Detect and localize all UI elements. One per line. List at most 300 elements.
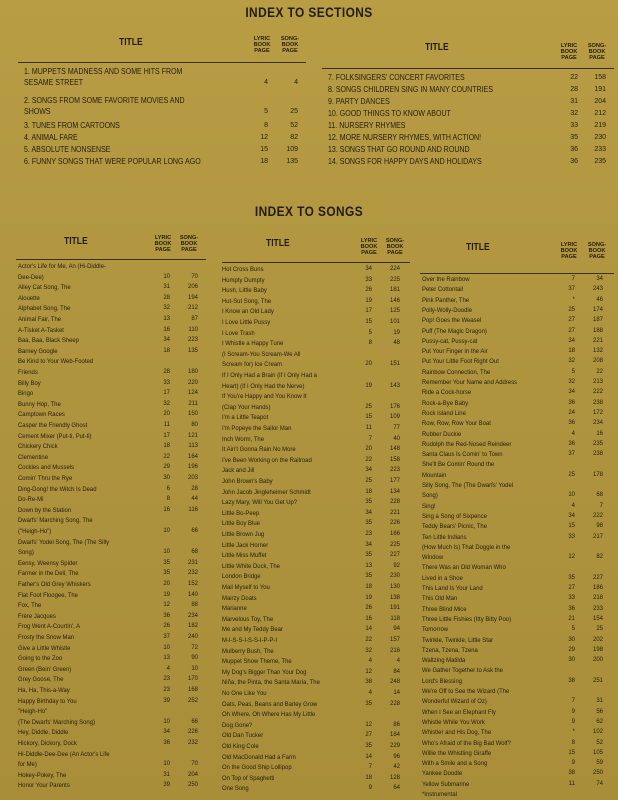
section-entry: 5. ABSOLUTE NONSENSE — [24, 145, 111, 154]
lyric-page: 19 — [163, 591, 170, 598]
song-page: 124 — [187, 390, 198, 397]
song-entry: Puff (The Magic Dragon) — [422, 327, 487, 335]
lyric-page: 32 — [365, 647, 372, 654]
lyric-page: 25 — [568, 306, 575, 313]
song-entry: Remember Your Name and Address — [422, 379, 518, 386]
lyric-page: 24 — [568, 409, 575, 416]
song-page: 238 — [592, 399, 603, 406]
song-entry: "Heigh-Ho" — [18, 708, 48, 716]
lyric-page: 34 — [163, 729, 170, 736]
lyric-page: 11 — [568, 780, 575, 787]
song-entry: Humpty Dumpty — [222, 276, 265, 284]
lyric-page: 4 — [264, 79, 268, 86]
song-page: 59 — [596, 760, 603, 767]
divider — [222, 262, 410, 263]
song-entry: Ride a Cock-horse — [422, 389, 472, 397]
song-page: 82 — [596, 554, 603, 561]
song-page: 243 — [592, 286, 603, 293]
lyric-page: 30 — [568, 657, 575, 664]
song-page: 234 — [187, 612, 198, 619]
lyric-page: * — [572, 729, 575, 736]
lyric-page: 32 — [163, 400, 170, 407]
song-entry: Pussy-cat, Pussy-cat — [422, 337, 478, 345]
song-page: 77 — [393, 425, 400, 431]
lyric-page: 35 — [365, 499, 372, 506]
song-entry: Eensy, Weensy Spider — [18, 559, 78, 567]
lyric-page: 17 — [163, 390, 170, 397]
song-entry: Santa Claus Is Comin' to Town — [422, 451, 503, 459]
song-page: 68 — [596, 492, 603, 499]
song-entry: On Top of Spaghetti — [222, 774, 275, 782]
song-entry: (The Dwarfs' Marching Song) — [18, 718, 95, 726]
song-entry: On the Good Ship Lollipop — [222, 764, 292, 772]
song-entry: Down by the Station — [18, 506, 72, 514]
song-page: 168 — [187, 687, 198, 693]
song-page: 25 — [596, 626, 603, 633]
lyric-page: 39 — [163, 782, 170, 789]
lyric-page: 14 — [365, 753, 372, 760]
song-entry: ("Heigh-Ho") — [18, 528, 52, 535]
song-page: 191 — [389, 605, 400, 612]
song-page: 233 — [592, 605, 603, 612]
song-entry: Old Dan Tucker — [222, 732, 264, 740]
lyric-page: 36 — [568, 605, 575, 612]
song-page: 223 — [187, 337, 198, 344]
lyric-page: 12 — [568, 554, 575, 561]
song-page: 130 — [389, 584, 400, 590]
song-page: 188 — [592, 327, 603, 334]
song-entry: Animal Fair, The — [18, 316, 62, 323]
song-page: 140 — [187, 591, 198, 598]
song-page: 110 — [188, 326, 198, 333]
lyric-page: 25 — [568, 471, 575, 478]
song-page: 231 — [187, 559, 198, 566]
song-entry: Lord's Blessing — [422, 677, 463, 685]
lyric-page: 22 — [163, 453, 170, 460]
song-page: 222 — [592, 389, 603, 396]
sections-right-song-header: SONG- BOOK PAGE — [587, 43, 607, 61]
lyric-page: 33 — [365, 276, 372, 283]
song-page: 4 — [294, 79, 298, 86]
song-page: 157 — [389, 637, 400, 643]
song-entry: Me and My Teddy Bear — [222, 626, 283, 634]
song-entry: Grey Goose, The — [18, 676, 64, 684]
song-page: 70 — [191, 273, 198, 280]
song-entry: Willie the Whistling Giraffe — [422, 749, 492, 757]
song-page: 223 — [389, 467, 400, 474]
lyric-page: 10 — [163, 549, 170, 556]
lyric-page: 27 — [568, 317, 575, 324]
song-entry: Song) — [422, 492, 438, 500]
song-page: 113 — [188, 443, 198, 450]
song-page: 70 — [191, 761, 198, 768]
song-page: 222 — [592, 512, 603, 519]
song-entry: Sing a Song of Sixpence — [422, 512, 487, 520]
lyric-page: 34 — [365, 467, 372, 474]
lyric-page: 23 — [163, 676, 170, 683]
song-entry: Be Kind to Your Web-Footed — [18, 358, 94, 366]
songs-col2-lyric-header: LYRIC BOOK PAGE — [360, 238, 378, 256]
song-page: 225 — [389, 276, 400, 283]
song-entry: Dwarfs' Yodel Song, The (The Silly — [18, 538, 110, 546]
song-entry: It Ain't Gonna Rain No More — [222, 446, 296, 454]
song-entry: Oats, Peas, Beans and Barley Grow — [222, 700, 318, 708]
lyric-page: 32 — [570, 110, 578, 117]
lyric-page: 30 — [568, 636, 575, 643]
song-page: 82 — [290, 134, 298, 141]
lyric-page: 11 — [365, 425, 372, 431]
lyric-page: 9 — [571, 760, 575, 767]
song-entry: Muppet Show Theme, The — [222, 658, 292, 666]
lyric-page: 17 — [365, 308, 372, 315]
song-page: 84 — [393, 668, 400, 675]
song-entry: Do-Re-Mi — [18, 496, 44, 504]
song-entry: Ten Little Indians — [422, 533, 467, 541]
lyric-page: 10 — [163, 273, 170, 280]
song-page: 216 — [389, 647, 400, 654]
song-page: 10 — [191, 665, 198, 672]
song-entry: Going to the Zoo — [18, 655, 63, 663]
songs-col3-title-header: TITLE — [466, 242, 490, 253]
lyric-page: 37 — [568, 286, 575, 293]
lyric-page: 18 — [568, 348, 575, 355]
lyric-page: 26 — [163, 623, 170, 630]
sections-right-title-header: TITLE — [425, 42, 449, 53]
song-page: 232 — [187, 740, 198, 746]
lyric-page: 12 — [365, 668, 372, 675]
lyric-page: 5 — [571, 368, 575, 375]
song-page: 94 — [393, 626, 400, 633]
song-entry: I'm a Little Teapot — [222, 414, 269, 422]
lyric-page: * — [572, 296, 575, 303]
lyric-page: 14 — [365, 626, 372, 633]
song-page: 212 — [187, 305, 198, 312]
song-entry: If I Only Had a Brain (If I Only Had a — [222, 372, 317, 379]
song-entry: One Song — [222, 785, 249, 793]
song-page: 196 — [187, 464, 198, 471]
lyric-page: 15 — [568, 749, 575, 756]
lyric-page: 37 — [163, 634, 170, 640]
song-entry: This Land Is Your Land — [422, 585, 483, 592]
song-page: 227 — [592, 574, 603, 581]
lyric-page: 29 — [568, 646, 575, 653]
lyric-page: 6 — [166, 485, 170, 492]
song-page: 7 — [599, 502, 603, 509]
song-entry: There Was an Old Woman Who — [422, 564, 506, 572]
song-page: 250 — [592, 770, 603, 777]
song-entry: She'll Be Comin' Round the — [422, 461, 495, 469]
song-entry: Put Your Finger in the Air — [422, 348, 488, 356]
lyric-page: 33 — [568, 533, 575, 540]
song-page: 66 — [191, 528, 198, 534]
song-entry: Row, Row, Row Your Boat — [422, 420, 491, 428]
song-entry: Yankee Doodle — [422, 770, 463, 778]
section-entry: 6. FUNNY SONGS THAT WERE POPULAR LONG AGO — [24, 157, 201, 166]
lyric-page: 36 — [568, 420, 575, 427]
lyric-page: 39 — [163, 697, 170, 704]
section-entry: SESAME STREET — [24, 78, 84, 87]
song-entry: Little Boy Blue — [222, 520, 260, 528]
lyric-page: 13 — [163, 655, 170, 662]
song-entry: Hush, Little Baby — [222, 287, 267, 295]
song-entry: Actor's Life for Me, An (Hi-Diddle- — [18, 263, 106, 270]
lyric-page: 8 — [166, 496, 170, 503]
song-entry: Put Your Little Foot Right Out — [422, 358, 499, 366]
song-page: 46 — [596, 296, 603, 303]
song-entry: Window — [422, 554, 444, 562]
lyric-page: 36 — [163, 612, 170, 619]
lyric-page: 35 — [365, 743, 372, 749]
lyric-page: 28 — [163, 294, 170, 301]
sections-left-song-header: SONG- BOOK PAGE — [280, 36, 300, 54]
lyric-page: 36 — [570, 158, 578, 165]
song-entry: Who's Afraid of the Big Bad Wolf? — [422, 739, 511, 747]
lyric-page: 13 — [163, 316, 170, 322]
song-page: 121 — [187, 432, 198, 439]
section-entry: 3. TUNES FROM CARTOONS — [24, 121, 120, 130]
song-page: 217 — [592, 533, 603, 540]
song-entry: Hey, Diddle, Diddle — [18, 729, 69, 737]
song-entry: Little Miss Muffet — [222, 552, 267, 560]
lyric-page: 5 — [368, 329, 372, 336]
song-page: 208 — [592, 358, 603, 365]
song-entry: (Clap Your Hands) — [222, 403, 271, 411]
lyric-page: 18 — [163, 443, 170, 450]
song-entry: Mulberry Bush, The — [222, 647, 274, 655]
song-entry: Frosty the Snow Man — [18, 634, 75, 641]
song-page: 206 — [187, 284, 198, 291]
lyric-page: 18 — [365, 584, 372, 590]
song-entry: Ding-Dong! the Witch Is Dead — [18, 485, 97, 493]
lyric-page: 10 — [163, 644, 170, 651]
song-entry: M-I-S-S-I-S-S-I-P-P-I — [222, 637, 278, 644]
song-entry: Rudolph the Red-Nosed Reindeer — [422, 440, 512, 448]
song-page: 31 — [596, 698, 603, 705]
song-page: 187 — [592, 317, 603, 324]
song-entry: Lazy Mary, Will You Get Up? — [222, 499, 298, 507]
song-page: 134 — [389, 488, 400, 495]
song-page: 191 — [594, 86, 606, 93]
song-entry: No One Like You — [222, 690, 267, 697]
song-page: 109 — [286, 146, 298, 153]
lyric-page: 15 — [365, 319, 372, 325]
song-entry: I Love Little Pussy — [222, 319, 271, 326]
song-entry: I Know an Old Lady — [222, 308, 274, 316]
song-page: 235 — [594, 158, 606, 165]
song-page: 252 — [187, 697, 198, 704]
song-entry: Camptown Races — [18, 411, 65, 419]
song-entry: Three Blind Mice — [422, 605, 467, 613]
song-page: 221 — [389, 509, 400, 516]
lyric-page: 36 — [163, 740, 170, 746]
song-page: 154 — [592, 615, 603, 622]
song-entry: John Jacob Jingleheimer Schmidt — [222, 488, 311, 496]
song-page: 172 — [592, 409, 603, 416]
song-page: 132 — [592, 348, 603, 355]
lyric-page: 20 — [365, 361, 372, 368]
song-entry: Cockles and Mussels — [18, 464, 75, 472]
song-entry: Old MacDonald Had a Farm — [222, 753, 296, 761]
lyric-page: 18 — [163, 347, 170, 354]
lyric-page: 35 — [570, 134, 578, 141]
song-page: 251 — [592, 677, 603, 684]
lyric-page: 15 — [365, 414, 372, 421]
song-entry: Chickery Chick — [18, 443, 58, 451]
lyric-page: 11 — [163, 422, 170, 428]
sections-heading: INDEX TO SECTIONS — [245, 4, 373, 20]
song-entry: Peter Cottontail — [422, 286, 463, 294]
song-entry: We're Off to See the Wizard (The — [422, 688, 510, 695]
lyric-page: 7 — [571, 698, 575, 705]
lyric-page: 36 — [568, 399, 575, 406]
lyric-page: 38 — [568, 770, 575, 777]
lyric-page: 4 — [368, 690, 372, 696]
lyric-page: 18 — [365, 774, 372, 781]
song-page: 40 — [393, 435, 400, 442]
song-entry: Comin' Thru the Rye — [18, 475, 73, 482]
song-entry: If You're Happy and You Know It — [222, 393, 307, 401]
lyric-page: 35 — [163, 570, 170, 577]
song-entry: Rubber Duckie — [422, 430, 462, 438]
lyric-page: 32 — [568, 358, 575, 365]
song-page: 248 — [389, 679, 400, 686]
song-page: 182 — [187, 623, 198, 630]
song-entry: Dog Gone? — [222, 721, 253, 729]
lyric-page: 9 — [571, 718, 575, 725]
lyric-page: 21 — [568, 615, 575, 622]
song-entry: for Me) — [18, 761, 37, 769]
song-entry: I Whistle a Happy Tune — [222, 340, 284, 348]
divider — [420, 273, 614, 274]
song-page: 164 — [187, 453, 198, 460]
song-page: 218 — [592, 595, 603, 602]
section-entry: 2. SONGS FROM SOME FAVORITE MOVIES AND — [24, 96, 185, 105]
song-page: 143 — [389, 382, 400, 389]
song-page: 212 — [594, 110, 606, 117]
lyric-page: 27 — [568, 585, 575, 591]
lyric-page: 22 — [365, 637, 372, 643]
song-entry: Father's Old Grey Whiskers — [18, 581, 91, 588]
section-entry: 8. SONGS CHILDREN SING IN MANY COUNTRIES — [328, 85, 493, 94]
lyric-page: 35 — [568, 574, 575, 581]
song-entry: Bunny Hop, The — [18, 400, 61, 408]
lyric-page: 27 — [568, 327, 575, 334]
lyric-page: 12 — [163, 602, 170, 609]
song-entry: Pink Panther, The — [422, 296, 470, 304]
song-page: 109 — [389, 414, 400, 421]
song-page: 68 — [191, 549, 198, 556]
song-entry: Lived in a Shoe — [422, 574, 463, 582]
lyric-page: 20 — [163, 581, 170, 587]
song-page: 88 — [191, 602, 198, 609]
song-entry: Rainbow Connection, The — [422, 368, 491, 376]
song-entry: *Instrumental — [422, 791, 457, 798]
song-entry: Mountain — [422, 471, 447, 479]
song-page: 194 — [187, 294, 198, 301]
song-page: 52 — [596, 739, 603, 746]
lyric-page: 15 — [260, 146, 268, 153]
song-entry: A-Tisket A-Tasket — [18, 326, 64, 334]
lyric-page: 15 — [568, 523, 575, 530]
song-entry: This Old Man — [422, 595, 458, 603]
song-page: 233 — [594, 146, 606, 153]
song-entry: I Love Trash — [222, 329, 255, 337]
song-entry: Tomorrow — [422, 626, 449, 634]
song-entry: Ha, Ha, This-a-Way — [18, 687, 70, 694]
song-entry: Cement Mixer (Put-ti, Put-ti) — [18, 432, 92, 440]
song-page: 92 — [393, 562, 400, 569]
song-entry: With a Smile and a Song — [422, 760, 488, 768]
song-entry: (How Much Is) That Doggie in the — [422, 543, 511, 551]
lyric-page: 31 — [163, 771, 170, 778]
song-page: 62 — [596, 718, 603, 725]
lyric-page: 34 — [568, 337, 575, 344]
lyric-page: 20 — [163, 411, 170, 418]
song-entry: Marvelous Toy, The — [222, 615, 274, 623]
lyric-page: 32 — [568, 379, 575, 385]
song-page: 105 — [592, 749, 603, 756]
sections-left-lyric-header: LYRIC BOOK PAGE — [253, 36, 271, 54]
lyric-page: 13 — [365, 562, 372, 569]
lyric-page: 37 — [568, 451, 575, 458]
lyric-page: 31 — [163, 284, 170, 291]
song-page: 202 — [592, 636, 603, 643]
song-entry: Friends — [18, 369, 38, 376]
lyric-page: 7 — [571, 276, 575, 282]
song-page: 16 — [596, 430, 603, 437]
song-entry: Alley Cat Song, The — [18, 284, 71, 292]
lyric-page: 34 — [163, 337, 170, 344]
divider — [322, 68, 614, 69]
song-page: 116 — [188, 506, 198, 513]
song-entry: Dwarfs' Marching Song, The — [18, 517, 93, 525]
lyric-page: 16 — [365, 615, 372, 622]
song-entry: Rock Island Line — [422, 409, 466, 417]
song-page: 87 — [191, 316, 198, 322]
song-page: 240 — [187, 634, 198, 640]
song-page: 174 — [592, 306, 603, 313]
lyric-page: 10 — [163, 528, 170, 534]
lyric-page: 19 — [365, 382, 372, 389]
song-entry: Frog Went A-Courtin', A — [18, 623, 81, 631]
lyric-page: 29 — [163, 464, 170, 471]
lyric-page: 18 — [365, 488, 372, 495]
song-page: 228 — [389, 499, 400, 506]
song-entry: Baa, Baa, Black Sheep — [18, 337, 80, 345]
lyric-page: 25 — [365, 403, 372, 410]
song-page: 178 — [592, 471, 603, 478]
song-entry: Scream for) Ice Cream — [222, 361, 283, 369]
song-page: 229 — [389, 743, 400, 749]
song-entry: Sing! — [422, 502, 436, 510]
song-page: 228 — [389, 700, 400, 707]
lyric-page: 36 — [570, 146, 578, 153]
song-page: 226 — [389, 520, 400, 527]
song-page: 204 — [187, 771, 198, 778]
song-page: 66 — [191, 718, 198, 725]
lyric-page: 18 — [260, 158, 268, 165]
lyric-page: 35 — [365, 700, 372, 707]
divider — [18, 62, 306, 63]
song-entry: Barney Google — [18, 347, 58, 355]
lyric-page: 33 — [163, 379, 170, 386]
lyric-page: 34 — [365, 509, 372, 516]
song-entry: Mail Myself to You — [222, 584, 270, 591]
divider — [16, 259, 206, 260]
lyric-page: 32 — [163, 305, 170, 312]
song-page: 158 — [594, 74, 606, 81]
song-entry: Alphabet Song, The — [18, 305, 71, 313]
